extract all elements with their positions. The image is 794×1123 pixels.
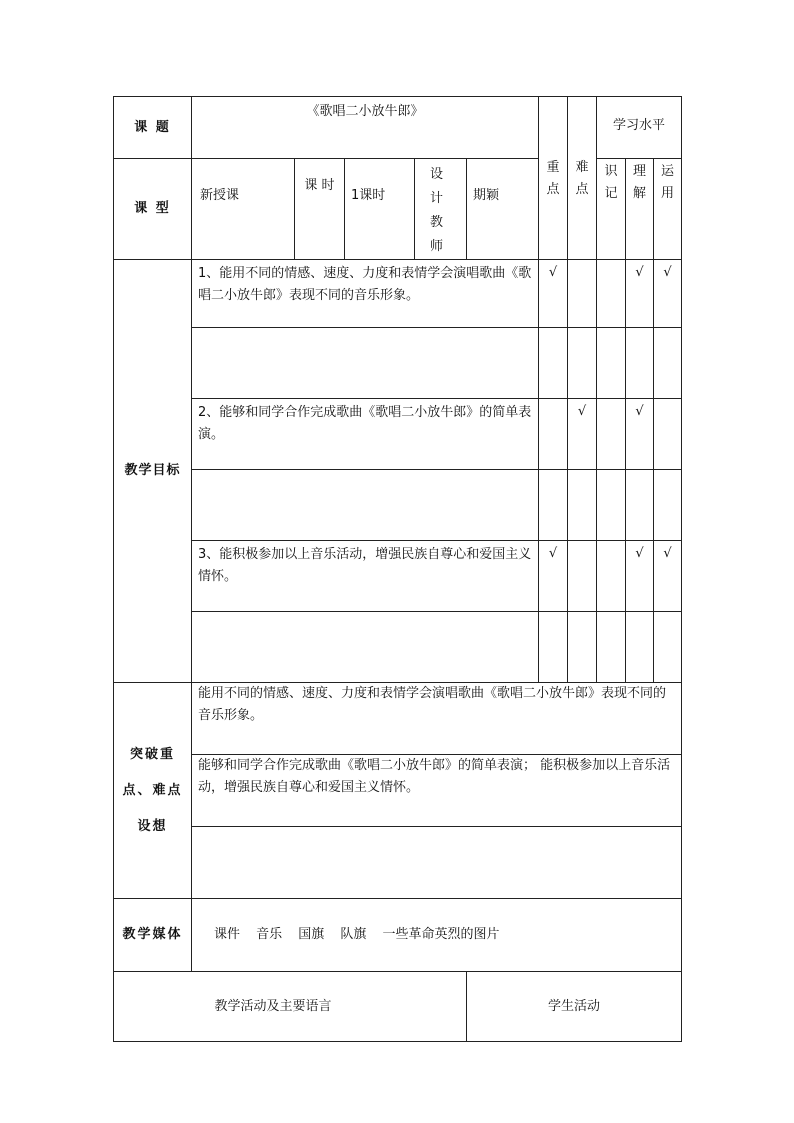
blank-cell (539, 470, 568, 541)
level-recall-text: 识记 (604, 164, 618, 201)
objective-1-understand: √ (626, 260, 654, 328)
objective-3-blank (192, 612, 539, 683)
media-value: 课件 音乐 国旗 队旗 一些革命英烈的图片 (192, 899, 682, 972)
blank-cell (626, 612, 654, 683)
blank-cell (539, 612, 568, 683)
key-point-header (539, 97, 568, 260)
blank-cell (654, 328, 682, 399)
objective-1-apply: √ (654, 260, 682, 328)
teaching-activity-header: 教学活动及主要语言 (114, 972, 467, 1042)
level-recall (597, 159, 626, 260)
blank-cell (568, 470, 597, 541)
lesson-plan-table (113, 96, 682, 1042)
objective-2-difficulty: √ (568, 399, 597, 470)
blank-cell (626, 470, 654, 541)
type-label: 课 型 (114, 159, 192, 260)
designer-value: 期颖 (467, 159, 539, 260)
blank-cell (597, 470, 626, 541)
difficulty-label: 难点 (575, 160, 589, 197)
level-apply-text: 运用 (661, 164, 675, 201)
student-activity-header: 学生活动 (467, 972, 682, 1042)
blank-cell (568, 612, 597, 683)
key-point-label: 重点 (546, 160, 560, 197)
level-understand-text: 理解 (633, 164, 647, 201)
objective-1-key: √ (539, 260, 568, 328)
blank-cell (654, 612, 682, 683)
objective-2-apply (654, 399, 682, 470)
level-understand (626, 159, 654, 260)
designer-label (415, 159, 467, 260)
objective-2-recall (597, 399, 626, 470)
type-value: 新授课 (192, 159, 295, 260)
media-label (114, 899, 192, 972)
breakthrough-label (114, 683, 192, 899)
breakthrough-line-2: 能够和同学合作完成歌曲《歌唱二小放牛郎》的简单表演； 能积极参加以上音乐活动，增强民族自尊心和爱国主义情怀。 (192, 755, 682, 827)
media-label-text: 教学媒体 (122, 927, 183, 942)
hours-label: 课 时 (295, 159, 345, 260)
objective-2-text: 2、能够和同学合作完成歌曲《歌唱二小放牛郎》的简单表演。 (192, 399, 539, 470)
blank-cell (654, 470, 682, 541)
blank-cell (539, 328, 568, 399)
designer-label-text: 设计教师 (429, 167, 451, 254)
objective-3-text: 3、能积极参加以上音乐活动，增强民族自尊心和爱国主义情怀。 (192, 541, 539, 612)
objective-2-key (539, 399, 568, 470)
difficulty-header (568, 97, 597, 260)
objective-3-recall (597, 541, 626, 612)
objective-1-blank (192, 328, 539, 399)
topic-value: 《歌唱二小放牛郎》 (192, 97, 539, 159)
objective-2-blank (192, 470, 539, 541)
objective-1-recall (597, 260, 626, 328)
blank-cell (626, 328, 654, 399)
objective-1-difficulty (568, 260, 597, 328)
objectives-label (114, 260, 192, 683)
blank-cell (597, 612, 626, 683)
objective-3-key: √ (539, 541, 568, 612)
objective-1-text: 1、能用不同的情感、速度、力度和表情学会演唱歌曲《歌唱二小放牛郎》表现不同的音乐形象。 (192, 260, 539, 328)
breakthrough-label-text: 突破重点、难点设想 (122, 746, 183, 834)
objective-2-understand: √ (626, 399, 654, 470)
objective-3-apply: √ (654, 541, 682, 612)
level-header: 学习水平 (597, 97, 682, 159)
objective-3-difficulty (568, 541, 597, 612)
breakthrough-line-1: 能用不同的情感、速度、力度和表情学会演唱歌曲《歌唱二小放牛郎》表现不同的音乐形象。 (192, 683, 682, 755)
hours-value: 1课时 (345, 159, 415, 260)
blank-cell (568, 328, 597, 399)
objective-3-understand: √ (626, 541, 654, 612)
topic-label: 课 题 (114, 97, 192, 159)
blank-cell (597, 328, 626, 399)
level-apply (654, 159, 682, 260)
objectives-label-text: 教学目标 (124, 463, 181, 478)
breakthrough-blank (192, 827, 682, 899)
